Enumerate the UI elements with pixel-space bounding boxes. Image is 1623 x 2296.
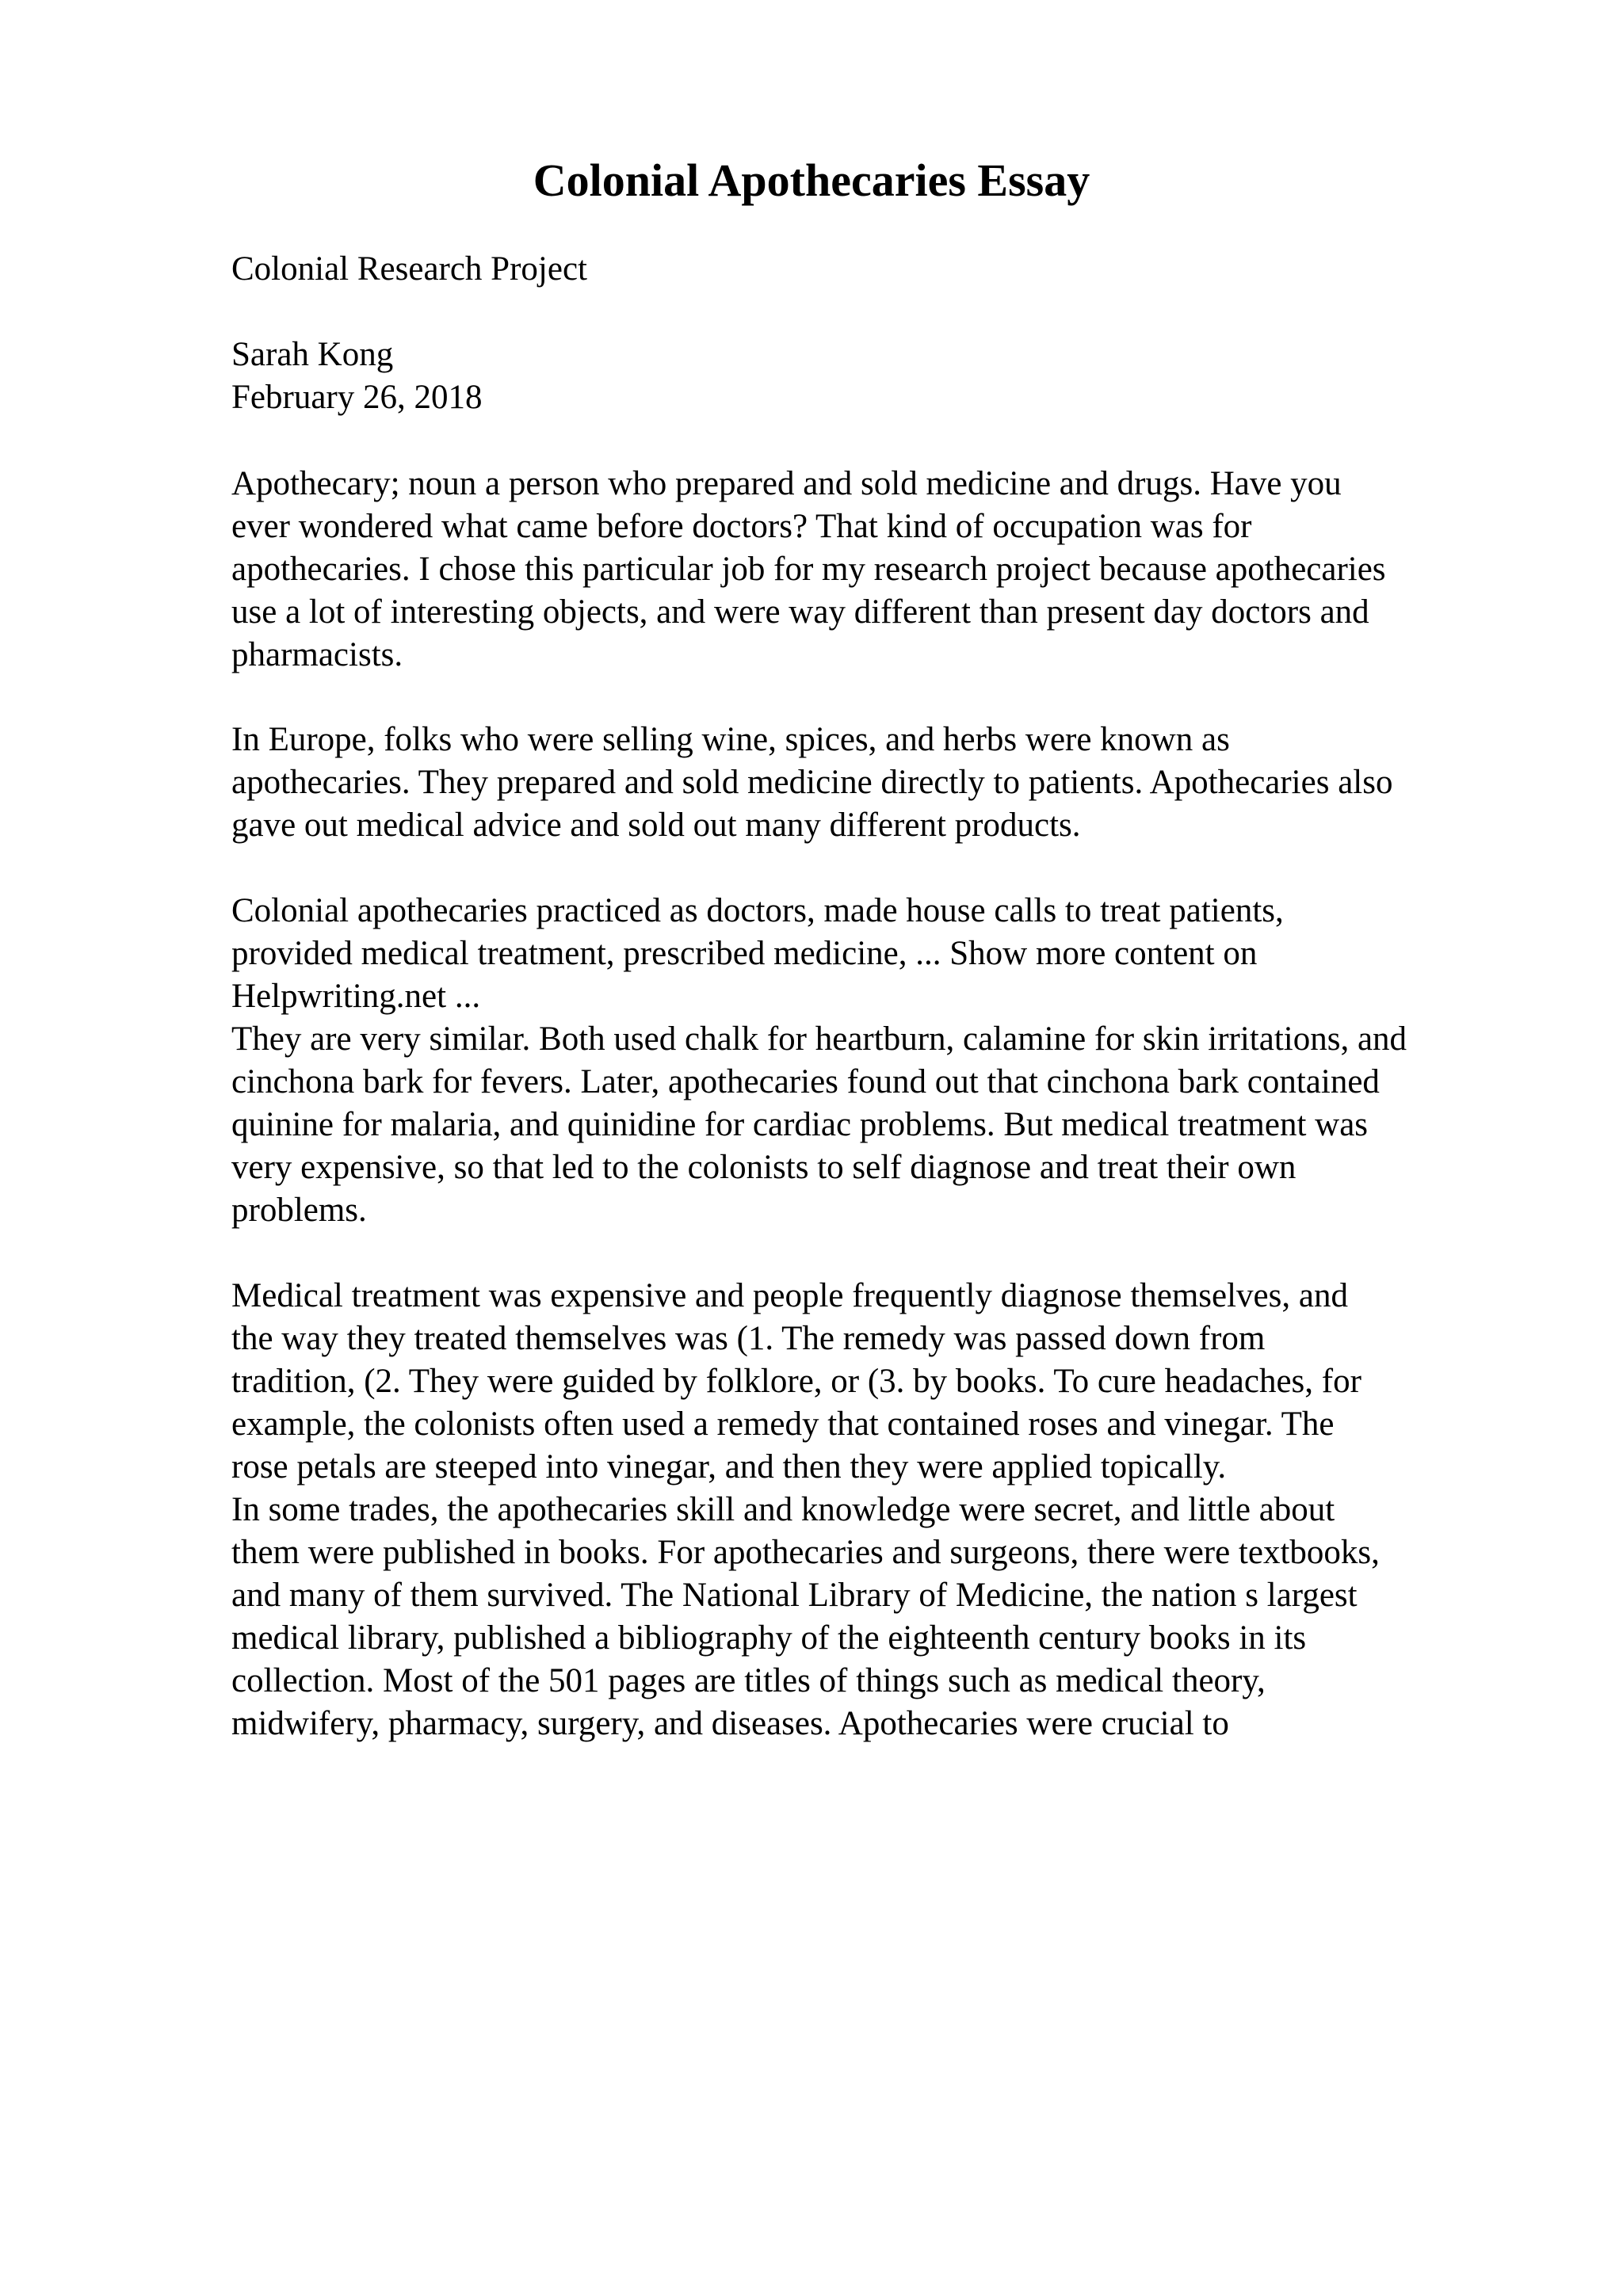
paragraph-4-line: rose petals are steeped into vinegar, and then they were applied topically. [231,1448,1227,1486]
paragraph-1-line: ever wondered what came before doctors? That kind of occupation was for [231,508,1252,545]
paragraph-3-line: Helpwriting.net ... [231,978,481,1015]
paragraph-4-line: them were published in books. For apothecaries and surgeons, there were textbooks, [231,1534,1380,1571]
paragraph-3-line: cinchona bark for fevers. Later, apothecaries found out that cinchona bark contained [231,1063,1380,1100]
author-name: Sarah Kong [231,336,394,373]
paragraph-2-line: apothecaries. They prepared and sold medicine directly to patients. Apothecaries also [231,764,1393,801]
paragraph-3-line: quinine for malaria, and quinidine for cardiac problems. But medical treatment was [231,1106,1369,1143]
paragraph-4-line: medical library, published a bibliography of the eighteenth century books in its [231,1619,1307,1657]
paragraph-3-line: Colonial apothecaries practiced as doctors, made house calls to treat patients, [231,892,1284,929]
paragraph-1-line: use a lot of interesting objects, and were way different than present day doctors and [231,593,1369,631]
paragraph-4-line: tradition, (2. They were guided by folklore, or (3. by books. To cure headaches, for [231,1363,1361,1400]
paragraph-4-line: In some trades, the apothecaries skill and knowledge were secret, and little about [231,1491,1335,1528]
subtitle: Colonial Research Project [231,250,587,288]
paragraph-4-line: and many of them survived. The National Library of Medicine, the nation s largest [231,1577,1358,1614]
paragraph-3-line: very expensive, so that led to the colonists to self diagnose and treat their own [231,1149,1296,1186]
paragraph-1-line: Apothecary; noun a person who prepared and sold medicine and drugs. Have you [231,465,1342,502]
paragraph-4-line: midwifery, pharmacy, surgery, and diseases. Apothecaries were crucial to [231,1705,1229,1742]
paragraph-1-line: pharmacists. [231,636,403,673]
essay-title: Colonial Apothecaries Essay [533,154,1090,206]
paragraph-3-line: They are very similar. Both used chalk for heartburn, calamine for skin irritations, and [231,1020,1407,1058]
paragraph-2-line: In Europe, folks who were selling wine, spices, and herbs were known as [231,721,1230,758]
essay-date: February 26, 2018 [231,379,483,416]
paragraph-3-line: problems. [231,1192,367,1229]
paragraph-4-line: Medical treatment was expensive and people frequently diagnose themselves, and [231,1277,1348,1314]
paragraph-3-line: provided medical treatment, prescribed medicine, ... Show more content on [231,935,1258,972]
paragraph-4-line: collection. Most of the 501 pages are titles of things such as medical theory, [231,1662,1266,1699]
paragraph-4-line: example, the colonists often used a remedy that contained roses and vinegar. The [231,1405,1335,1443]
paragraph-2-line: gave out medical advice and sold out many different products. [231,807,1081,844]
paragraph-4-line: the way they treated themselves was (1. The remedy was passed down from [231,1320,1266,1357]
paragraph-1-line: apothecaries. I chose this particular job for my research project because apothecaries [231,551,1386,588]
